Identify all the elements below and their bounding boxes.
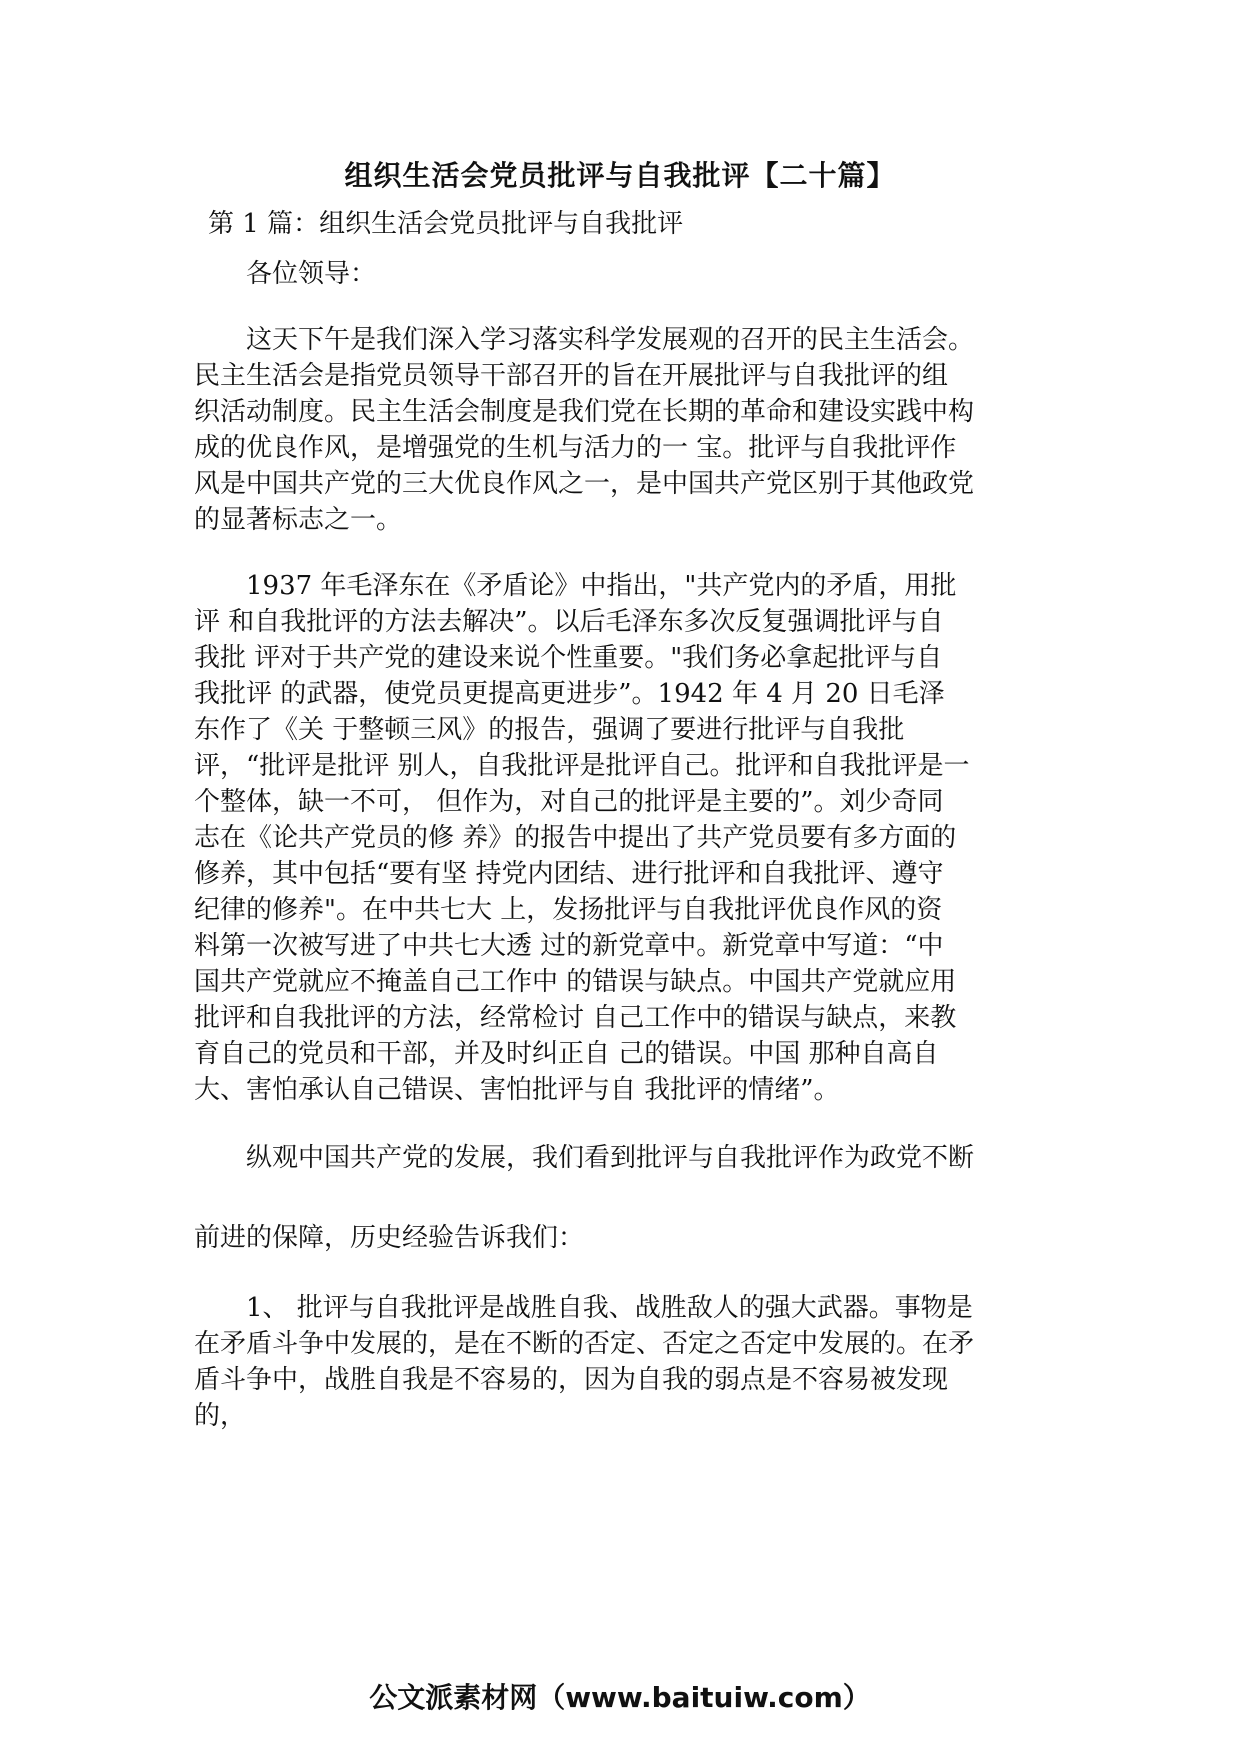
text-line: 修养，其中包括“要有坚 持党内团结、进行批评和自我批评、遵守: [194, 859, 944, 889]
text-line: 的，: [194, 1401, 247, 1431]
text-line: 大、害怕承认自己错误、害怕批评与自 我批评的情绪”。: [194, 1075, 840, 1105]
text-line: 国共产党就应不掩盖自己工作中 的错误与缺点。中国共产党就应用: [194, 967, 957, 997]
text-line: 的显著标志之一。: [194, 505, 403, 535]
text-line: 育自己的党员和干部，并及时纠正自 己的错误。中国 那种自高自: [194, 1039, 939, 1069]
document-title: 组织生活会党员批评与自我批评【二十篇】: [344, 159, 896, 192]
text-line: 织活动制度。民主生活会制度是我们党在长期的革命和建设实践中构: [194, 397, 975, 427]
text-line: 东作了《关 于整顿三风》的报告，强调了要进行批评与自我批: [194, 715, 905, 745]
text-line: 成的优良作风，是增强党的生机与活力的一 宝。批评与自我批评作: [194, 433, 957, 463]
text-line: 盾斗争中，战胜自我是不容易的，因为自我的弱点是不容易被发现: [194, 1365, 949, 1395]
greeting: 各位领导：: [246, 259, 377, 289]
text-line: 评，“批评是批评 别人，自我批评是批评自己。批评和自我批评是一: [194, 751, 970, 781]
text-line: 个整体，缺一不可， 但作为，对自己的批评是主要的”。刘少奇同: [194, 787, 944, 817]
text-line: 这天下午是我们深入学习落实科学发展观的召开的民主生活会。: [246, 325, 975, 355]
text-line: 料第一次被写进了中共七大透 过的新党章中。新党章中写道：“中: [194, 931, 944, 961]
text-line: 我批评 的武器，使党员更提高更进步”。1942 年 4 月 20 日毛泽: [194, 679, 945, 709]
text-line: 纪律的修养"。在中共七大 上，发扬批评与自我批评优良作风的资: [194, 895, 943, 925]
text-line: 批评和自我批评的方法，经常检讨 自己工作中的错误与缺点，来教: [194, 1003, 957, 1033]
text-line: 我批 评对于共产党的建设来说个性重要。"我们务必拿起批评与自: [194, 643, 943, 673]
text-line: 1、 批评与自我批评是战胜自我、战胜敌人的强大武器。事物是: [246, 1293, 973, 1323]
text-line: 纵观中国共产党的发展，我们看到批评与自我批评作为政党不断: [246, 1143, 975, 1173]
footer-watermark: 公文派素材网（www.baituiw.com）: [369, 1681, 871, 1714]
text-line: 民主生活会是指党员领导干部召开的旨在开展批评与自我批评的组: [194, 361, 949, 391]
text-line: 在矛盾斗争中发展的，是在不断的否定、否定之否定中发展的。在矛: [194, 1329, 975, 1359]
text-line: 评 和自我批评的方法去解决”。以后毛泽东多次反复强调批评与自: [194, 607, 944, 637]
section-heading: 第 1 篇：组织生活会党员批评与自我批评: [208, 209, 684, 239]
text-line: 1937 年毛泽东在《矛盾论》中指出，"共产党内的矛盾，用批: [246, 571, 957, 601]
text-line: 前进的保障，历史经验告诉我们：: [194, 1223, 585, 1253]
text-line: 风是中国共产党的三大优良作风之一，是中国共产党区别于其他政党: [194, 469, 975, 499]
text-line: 志在《论共产党员的修 养》的报告中提出了共产党员要有多方面的: [194, 823, 957, 853]
